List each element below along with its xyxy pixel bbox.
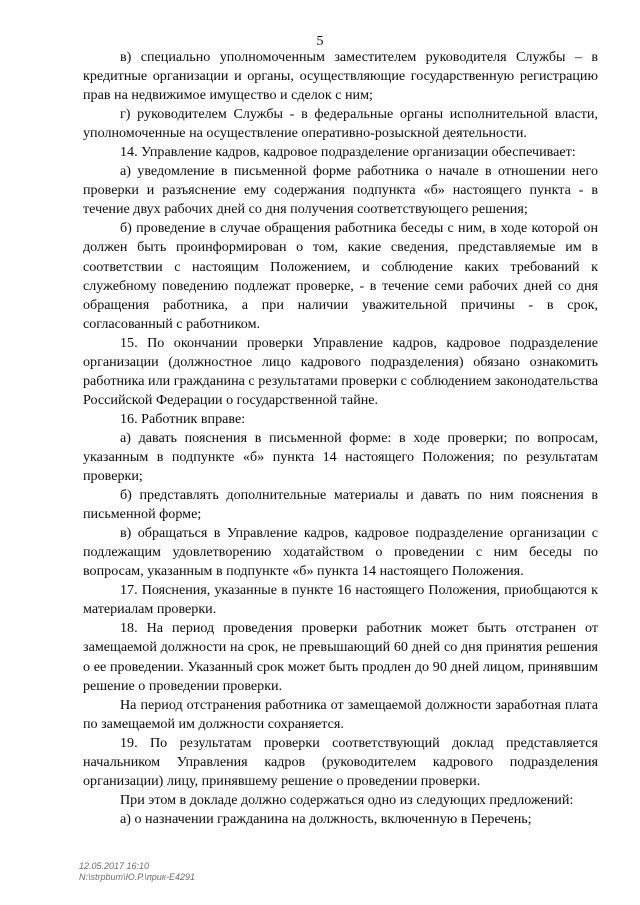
paragraph-18-salary: На период отстранения работника от замещаемой должности заработная плата по замещаемой им должности сохраняется. xyxy=(83,696,598,732)
paragraph-19: 19. По результатам проверки соответствующий доклад представляется начальником Управления кадров (руководителем кадрового подразделения организации) лицу, принявшему решение о проведении проверки. xyxy=(83,734,598,789)
paragraph-3g: г) руководителем Службы - в федеральные органы исполнительной власти, уполномоченные на осуществление оперативно-розыскной деятельности. xyxy=(83,106,598,142)
page-footer xyxy=(79,861,195,883)
paragraph-19-proposals: При этом в докладе должно содержаться одно из следующих предложений: xyxy=(120,791,574,808)
body-text xyxy=(83,48,598,829)
paragraph-14b: б) проведение в случае обращения работника беседы с ним, в ходе которой он должен быть проинформирован о том, какие сведения, представляемые им в соответствии с настоящим Положением, и соблюдение каких требований к служебному поведению подлежат проверке, - в течение семи рабочих дней со дня обращения работника, а при наличии уважительной причины - в срок, согласованный с работником. xyxy=(83,220,598,332)
paragraph-16b: б) представлять дополнительные материалы и давать по ним пояснения в письменной форме; xyxy=(83,487,598,523)
paragraph-18: 18. На период проведения проверки работник может быть отстранен от замещаемой должности на срок, не превышающий 60 дней со дня принятия решения о ее проведении. Указанный срок может быть продлен до 90 дней лицом, принявшим решение о проведении проверки. xyxy=(83,620,598,694)
paragraph-17: 17. Пояснения, указанные в пункте 16 настоящего Положения, приобщаются к материалам проверки. xyxy=(83,582,598,618)
paragraph-14: 14. Управление кадров, кадровое подразделение организации обеспечивает: xyxy=(120,144,576,161)
footer-timestamp: 12.05.2017 16:10 xyxy=(79,861,150,871)
footer-document-code: N:\strpbum\Ю.Р.\прик-Е4291 xyxy=(79,872,196,882)
paragraph-16: 16. Работник вправе: xyxy=(120,410,246,427)
paragraph-15: 15. По окончании проверки Управление кадров, кадровое подразделение организации (должностное лицо кадрового подразделения) обязано ознакомить работника или гражданина с результатами проверки с соблюдением законодательства Российской Федерации о государственной тайне. xyxy=(83,334,598,408)
page-number: 5 xyxy=(316,34,324,49)
paragraph-16a: а) давать пояснения в письменной форме: в ходе проверки; по вопросам, указанным в подпункте «б» пункта 14 настоящего Положения; по результатам проверки; xyxy=(83,429,598,485)
paragraph-19a: а) о назначении гражданина на должность, включенную в Перечень; xyxy=(120,810,532,827)
paragraph-3v: в) специально уполномоченным заместителем руководителя Службы – в кредитные организации и органы, осуществляющие государственную регистрацию прав на недвижимое имущество и сделок с ним; xyxy=(83,49,598,104)
paragraph-14a: а) уведомление в письменной форме работника о начале в отношении него проверки и разъяснение ему содержания подпункта «б» настоящего пункта - в течение двух рабочих дней со дня получения соответствующего решения; xyxy=(83,163,598,218)
paragraph-16v: в) обращаться в Управление кадров, кадровое подразделение организации с подлежащим удовлетворению ходатайством о проведении с ним беседы по вопросам, указанным в подпункте «б» пункта 14 настоящего Положения. xyxy=(83,525,598,580)
